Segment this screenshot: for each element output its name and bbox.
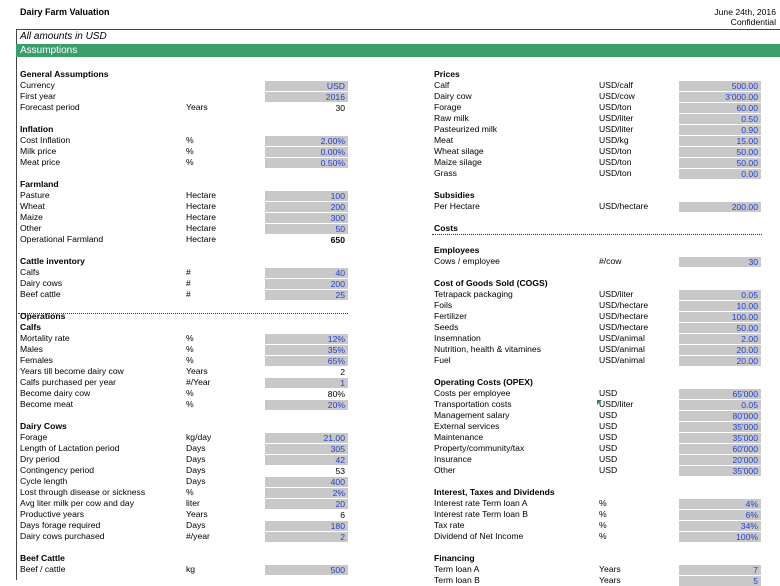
assumptions-title: Assumptions [20,45,78,56]
cogs-row-label: Fuel [434,355,451,365]
employees-row-value[interactable]: 30 [679,257,761,267]
opex-row-value[interactable]: 35'000 [679,466,761,476]
operations-row-label: Years till become dairy cow [20,366,124,376]
prices-row-label: Dairy cow [434,91,472,101]
prices-row-value[interactable]: 15.00 [679,136,761,146]
dairy-row-unit: Days [186,443,206,453]
cogs-row-label: Nutrition, health & vitamines [434,344,541,354]
operations-row-label: Males [20,344,43,354]
dairy-row-value[interactable]: 2 [265,532,348,542]
opex-row-label: Transportation costs [434,399,512,409]
interest-row-unit: % [599,509,607,519]
interest-row-value[interactable]: 6% [679,510,761,520]
operations-row-unit: Years [186,366,208,376]
operations-row-value: 2 [340,366,345,377]
cogs-row-value[interactable]: 0.05 [679,290,761,300]
employees-section-title: Employees [434,245,480,255]
farmland-row-unit: Hectare [186,201,217,211]
opex-row-label: Costs per employee [434,388,511,398]
prices-row-unit: USD/ton [599,157,632,167]
cattle-row-value[interactable]: 40 [265,268,348,278]
currency-note: All amounts in USD [20,31,107,42]
dairy-row-unit: Days [186,520,206,530]
cogs-row-unit: USD/hectare [599,311,649,321]
operations-subtitle: Calfs [20,322,42,332]
cattle-row-value[interactable]: 25 [265,290,348,300]
opex-row-label: External services [434,421,500,431]
prices-row-label: Raw milk [434,113,469,123]
cogs-row-value[interactable]: 2.00 [679,334,761,344]
financing-section-title: Financing [434,553,475,563]
prices-row-unit: USD/ton [599,168,632,178]
dairy-row-unit: Days [186,465,206,475]
dairy-row-unit: % [186,487,194,497]
cogs-row-label: Foils [434,300,453,310]
opex-row-unit: USD [599,410,618,420]
prices-row-value[interactable]: 0.50 [679,114,761,124]
operations-row-value[interactable]: 20% [265,400,348,410]
prices-row-unit: USD/ton [599,146,632,156]
cogs-row-value[interactable]: 100.00 [679,312,761,322]
dairy-row-value[interactable]: 2% [265,488,348,498]
farmland-row-value[interactable]: 300 [265,213,348,223]
input-marker-icon [597,400,602,405]
confidential-label: Confidential [730,17,776,27]
interest-row-unit: % [599,498,607,508]
farmland-row-label: Other [20,223,42,233]
opex-row-unit: USD [599,421,618,431]
dairy-row-label: Cycle length [20,476,68,486]
operations-row-label: Mortality rate [20,333,70,343]
beef-row-unit: kg [186,564,196,574]
prices-row-value[interactable]: 3'000.00 [679,92,761,102]
report-meta [714,7,776,27]
prices-row-label: Calf [434,80,450,90]
opex-row-value[interactable]: 80'000 [679,411,761,421]
operations-row-value: 80% [327,388,345,399]
operations-row-label: Females [20,355,53,365]
dairy-section-title: Dairy Cows [20,421,67,431]
operations-row-unit: % [186,344,194,354]
opex-row-unit: USD [599,443,618,453]
operations-row-label: Become dairy cow [20,388,91,398]
general-row-label: Currency [20,80,55,90]
financing-row-value[interactable]: 7 [679,565,761,575]
prices-row-unit: USD/calf [599,80,633,90]
opex-row-value[interactable]: 0.05 [679,400,761,410]
prices-section-title: Prices [434,69,460,79]
prices-row-label: Forage [434,102,462,112]
prices-row-label: Meat [434,135,454,145]
interest-row-label: Interest rate Term loan A [434,498,528,508]
opex-row-value[interactable]: 60'000 [679,444,761,454]
farmland-row-unit: Hectare [186,223,217,233]
cogs-row-value[interactable]: 10.00 [679,301,761,311]
cogs-section-title: Cost of Goods Sold (COGS) [434,278,548,288]
general-row-value: 30 [335,102,345,113]
interest-row-value[interactable]: 34% [679,521,761,531]
operations-row-value[interactable]: 65% [265,356,348,366]
farmland-row-value[interactable]: 200 [265,202,348,212]
prices-row-value[interactable]: 50.00 [679,147,761,157]
operations-divider [18,313,348,314]
costs-section-title: Costs [434,223,458,233]
interest-row-label: Dividend of Net Income [434,531,524,541]
cattle-section-title: Cattle inventory [20,256,85,266]
prices-row-unit: USD/liter [599,124,634,134]
dairy-row-value[interactable]: 20 [265,499,348,509]
general-row-label: Forecast period [20,102,80,112]
general-section-title: General Assumptions [20,69,109,79]
operations-row-unit: % [186,388,194,398]
cogs-row-unit: USD/hectare [599,300,649,310]
cattle-row-unit: # [186,267,191,277]
prices-row-unit: USD/cow [599,91,635,101]
farmland-row-label: Wheat [20,201,45,211]
dairy-row-value: 6 [340,509,345,520]
farmland-row-unit: Hectare [186,234,217,244]
prices-row-value[interactable]: 0.90 [679,125,761,135]
dairy-row-label: Length of Lactation period [20,443,120,453]
operations-row-unit: % [186,333,194,343]
interest-section-title: Interest, Taxes and Dividends [434,487,555,497]
farmland-row-label: Maize [20,212,43,222]
opex-row-label: Property/community/tax [434,443,525,453]
inflation-row-label: Cost Inflation [20,135,71,145]
dairy-row-unit: Days [186,476,206,486]
dairy-row-label: Days forage required [20,520,101,530]
prices-row-value[interactable]: 50.00 [679,158,761,168]
interest-row-label: Tax rate [434,520,465,530]
inflation-row-value[interactable]: 0.50% [265,158,348,168]
inflation-row-value[interactable]: 0.00% [265,147,348,157]
operations-row-label: Become meat [20,399,74,409]
cogs-row-label: Fertilizer [434,311,467,321]
cogs-row-value[interactable]: 20.00 [679,356,761,366]
farmland-row-value: 650 [330,234,345,245]
dairy-row-value[interactable]: 400 [265,477,348,487]
prices-row-unit: USD/kg [599,135,629,145]
subsidies-section-title: Subsidies [434,190,475,200]
subsidies-row-value[interactable]: 200.00 [679,202,761,212]
beef-row-value[interactable]: 500 [265,565,348,575]
dairy-row-label: Productive years [20,509,85,519]
prices-row-label: Maize silage [434,157,482,167]
financing-row-label: Term loan B [434,575,480,585]
subsidies-row-unit: USD/hectare [599,201,649,211]
dairy-row-label: Lost through disease or sickness [20,487,146,497]
interest-row-label: Interest rate Term loan B [434,509,528,519]
cattle-row-unit: # [186,278,191,288]
assumptions-band [16,44,780,57]
dairy-row-value: 53 [335,465,345,476]
farmland-row-value[interactable]: 100 [265,191,348,201]
financing-row-unit: Years [599,575,621,585]
dairy-row-value[interactable]: 180 [265,521,348,531]
employees-row-label: Cows / employee [434,256,500,266]
general-row-label: First year [20,91,56,101]
dairy-row-unit: #/year [186,531,210,541]
interest-row-value[interactable]: 100% [679,532,761,542]
cogs-row-unit: USD/hectare [599,322,649,332]
operations-row-label: Calfs purchased per year [20,377,117,387]
cogs-row-unit: USD/animal [599,344,645,354]
report-title: Dairy Farm Valuation [20,7,110,17]
header-divider [16,29,780,30]
opex-row-unit: USD [599,454,618,464]
subsidies-row-label: Per Hectare [434,201,480,211]
cogs-row-value[interactable]: 50.00 [679,323,761,333]
employees-row-unit: #/cow [599,256,622,266]
dairy-row-label: Dry period [20,454,60,464]
dairy-row-unit: liter [186,498,200,508]
report-date: June 24th, 2016 [714,7,776,17]
dairy-row-label: Forage [20,432,48,442]
prices-row-unit: USD/ton [599,102,632,112]
farmland-row-label: Pasture [20,190,50,200]
interest-row-unit: % [599,520,607,530]
general-row-value[interactable]: USD [265,81,348,91]
inflation-row-label: Milk price [20,146,57,156]
opex-row-label: Insurance [434,454,472,464]
cattle-row-label: Calfs [20,267,40,277]
opex-section-title: Operating Costs (OPEX) [434,377,533,387]
farmland-row-unit: Hectare [186,190,217,200]
prices-row-unit: USD/liter [599,113,634,123]
prices-row-label: Pasteurized milk [434,124,498,134]
opex-row-unit: USD [599,465,618,475]
prices-row-label: Grass [434,168,457,178]
farmland-row-unit: Hectare [186,212,217,222]
cattle-row-label: Beef cattle [20,289,61,299]
interest-row-value[interactable]: 4% [679,499,761,509]
dairy-row-unit: Years [186,509,208,519]
prices-row-value[interactable]: 60.00 [679,103,761,113]
general-row-unit: Years [186,102,208,112]
opex-row-value[interactable]: 35'000 [679,422,761,432]
inflation-row-unit: % [186,146,194,156]
interest-row-unit: % [599,531,607,541]
inflation-section-title: Inflation [20,124,54,134]
dairy-row-label: Contingency period [20,465,95,475]
financing-row-unit: Years [599,564,621,574]
financing-row-value[interactable]: 5 [679,576,761,586]
dairy-row-value[interactable]: 21.00 [265,433,348,443]
cattle-row-value[interactable]: 200 [265,279,348,289]
cattle-row-label: Dairy cows [20,278,63,288]
opex-row-unit: USD [599,388,618,398]
opex-row-label: Management salary [434,410,510,420]
opex-row-value[interactable]: 65'000 [679,389,761,399]
opex-row-value[interactable]: 35'000 [679,433,761,443]
inflation-row-unit: % [186,135,194,145]
cattle-row-unit: # [186,289,191,299]
operations-row-unit: #/Year [186,377,211,387]
prices-row-value[interactable]: 500.00 [679,81,761,91]
dairy-row-unit: kg/day [186,432,212,442]
opex-row-label: Maintenance [434,432,484,442]
cogs-row-label: Tetrapack packaging [434,289,513,299]
opex-row-value[interactable]: 20'000 [679,455,761,465]
cogs-row-unit: USD/animal [599,333,645,343]
cogs-row-label: Insemnation [434,333,481,343]
operations-section-title: Operations [20,311,66,321]
dairy-row-value[interactable]: 305 [265,444,348,454]
inflation-row-unit: % [186,157,194,167]
prices-row-label: Wheat silage [434,146,484,156]
farmland-row-value[interactable]: 50 [265,224,348,234]
beef-row-label: Beef / cattle [20,564,66,574]
cogs-row-label: Seeds [434,322,459,332]
operations-row-value[interactable]: 12% [265,334,348,344]
dairy-row-label: Dairy cows purchased [20,531,105,541]
inflation-row-label: Meat price [20,157,61,167]
cogs-row-unit: USD/animal [599,355,645,365]
cogs-row-unit: USD/liter [599,289,634,299]
financing-row-label: Term loan A [434,564,480,574]
operations-row-value[interactable]: 1 [265,378,348,388]
dairy-row-unit: Days [186,454,206,464]
prices-row-value[interactable]: 0.00 [679,169,761,179]
opex-row-unit: USD [599,432,618,442]
dairy-row-label: Avg liter milk per cow and day [20,498,134,508]
general-row-value[interactable]: 2016 [265,92,348,102]
operations-row-unit: % [186,355,194,365]
farmland-row-label: Operational Farmland [20,234,104,244]
cogs-row-value[interactable]: 20.00 [679,345,761,355]
opex-row-unit: USD/liter [599,399,634,409]
farmland-section-title: Farmland [20,179,59,189]
sheet-left-border [16,29,17,580]
operations-row-value[interactable]: 35% [265,345,348,355]
inflation-row-value[interactable]: 2.00% [265,136,348,146]
opex-row-label: Other [434,465,456,475]
beef-section-title: Beef Cattle [20,553,65,563]
costs-divider [432,234,762,235]
operations-row-unit: % [186,399,194,409]
dairy-row-value[interactable]: 42 [265,455,348,465]
